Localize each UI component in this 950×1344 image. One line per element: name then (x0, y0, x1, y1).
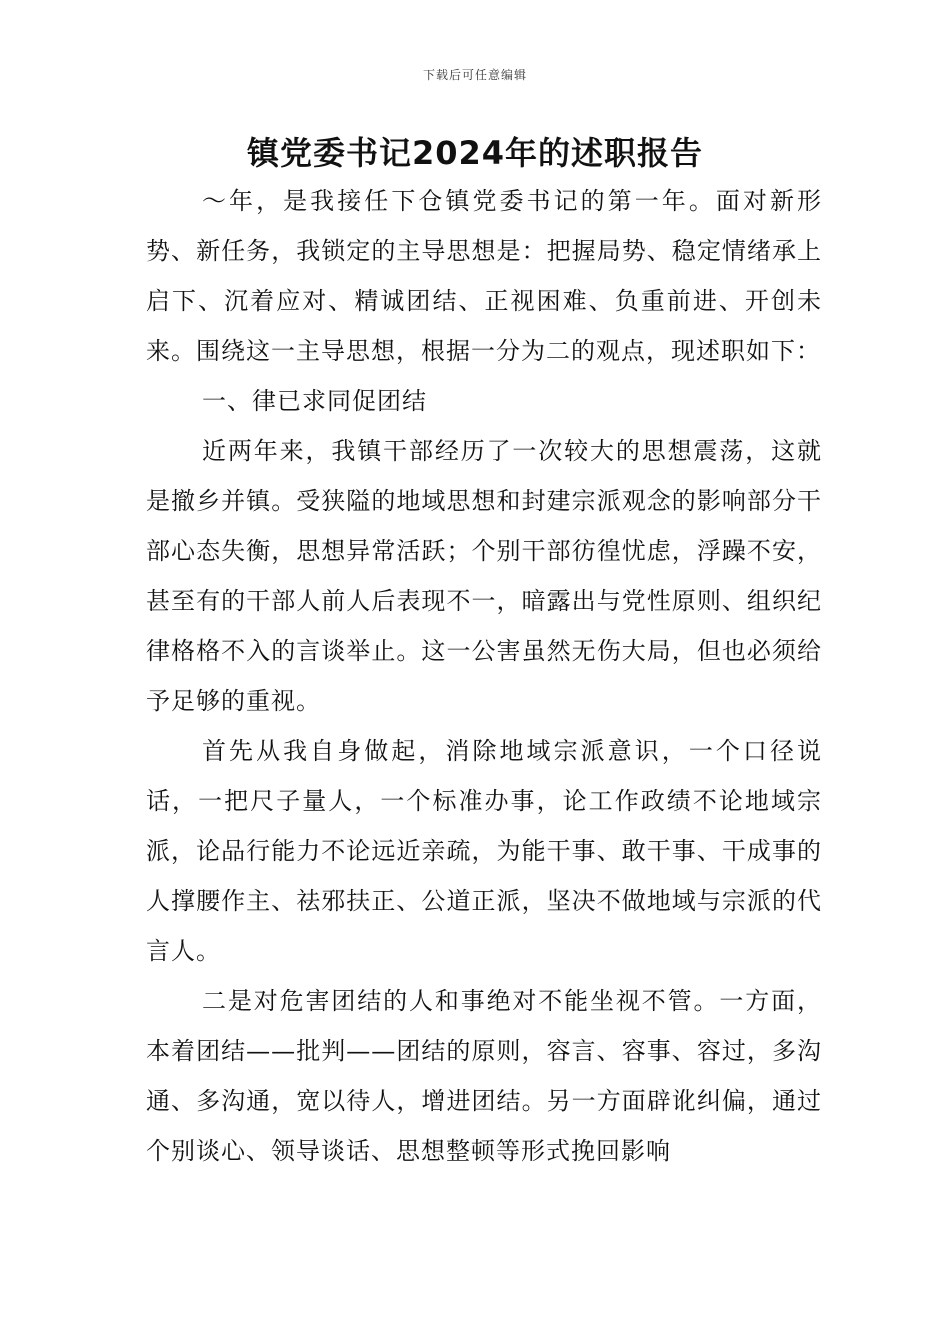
paragraph-first-measure: 首先从我自身做起，消除地域宗派意识，一个口径说话，一把尺子量人，一个标准办事，论工作政绩不论地域宗派，论品行能力不论远近亲疏，为能干事、敢干事、干成事的人撑腰作主、祛邪扶正、公道正派，坚决不做地域与宗派的代言人。 (146, 737, 822, 965)
document-body (146, 176, 822, 1176)
header-note: 下载后可任意编辑 (422, 68, 527, 82)
paragraph-intro: ～年，是我接任下仓镇党委书记的第一年。面对新形势、新任务，我锁定的主导思想是：把握局势、稳定情绪承上启下、沉着应对、精诚团结、正视困难、负重前进、开创未来。围绕这一主导思想，根据一分为二的观点，现述职如下： (146, 187, 822, 365)
paragraph-background: 近两年来，我镇干部经历了一次较大的思想震荡，这就是撤乡并镇。受狭隘的地域思想和封建宗派观念的影响部分干部心态失衡，思想异常活跃；个别干部彷徨忧虑，浮躁不安，甚至有的干部人前人后表现不一，暗露出与党性原则、组织纪律格格不入的言谈举止。这一公害虽然无伤大局，但也必须给予足够的重视。 (146, 437, 822, 715)
document-title: 镇党委书记2024年的述职报告 (246, 134, 704, 172)
section-heading-1: 一、律已求同促团结 (202, 387, 427, 415)
paragraph-second-measure: 二是对危害团结的人和事绝对不能坐视不管。一方面，本着团结——批判——团结的原则，容言、容事、容过，多沟通、多沟通，宽以待人，增进团结。另一方面辟讹纠偏，通过个别谈心、领导谈话、思想整顿等形式挽回影响 (146, 987, 822, 1165)
